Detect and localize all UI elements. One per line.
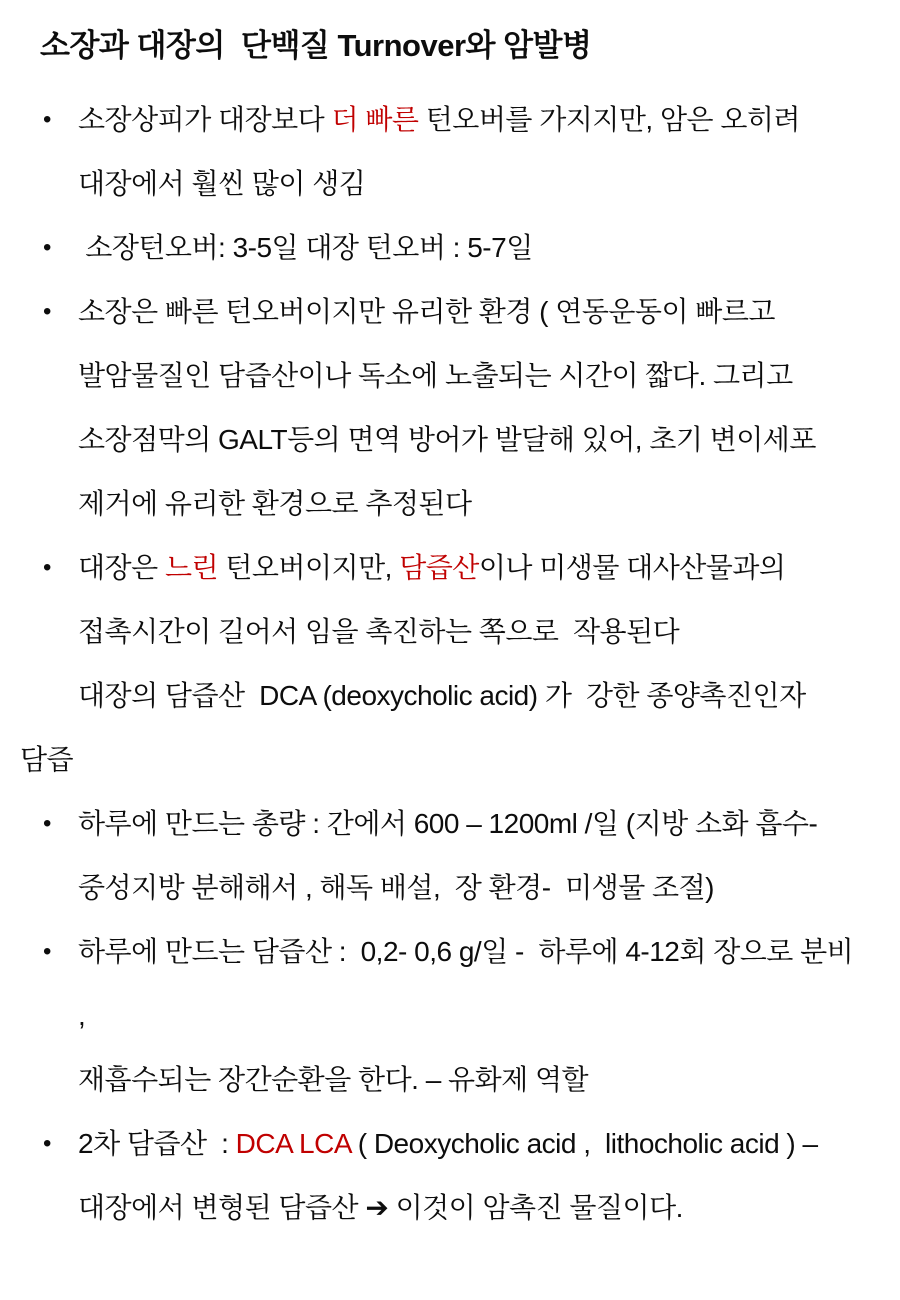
content-blocks bbox=[20, 88, 862, 1240]
text-line bbox=[78, 664, 862, 728]
plain-paragraph bbox=[20, 728, 862, 792]
text-line bbox=[78, 920, 862, 1048]
text-segment: ( Deoxycholic acid , lithocholic acid ) – bbox=[350, 1128, 818, 1159]
text-segment: 재흡수되는 장간순환을 한다. – 유화제 역할 bbox=[78, 1064, 589, 1095]
paragraph-text bbox=[78, 792, 862, 920]
text-line bbox=[78, 1112, 862, 1176]
paragraph-text bbox=[78, 536, 862, 728]
highlighted-text: DCA LCA bbox=[235, 1128, 351, 1159]
text-line bbox=[78, 344, 862, 408]
paragraph-text bbox=[78, 280, 862, 536]
text-segment: 턴오버를 가지지만, 암은 오히려 bbox=[418, 104, 800, 135]
bullet-item bbox=[40, 792, 862, 920]
text-segment: 발암물질인 담즙산이나 독소에 노출되는 시간이 짧다. 그리고 bbox=[78, 360, 793, 391]
text-segment: 대장에서 훨씬 많이 생김 bbox=[78, 168, 366, 199]
highlighted-text: 담즙산 bbox=[399, 552, 479, 583]
paragraph-text bbox=[20, 728, 862, 792]
bullet-item bbox=[40, 1112, 862, 1240]
paragraph-text bbox=[78, 216, 862, 280]
text-line bbox=[78, 792, 862, 856]
bullet-item bbox=[40, 536, 862, 728]
text-line bbox=[78, 88, 862, 152]
highlighted-text: 느린 bbox=[164, 552, 219, 583]
text-segment: 소장턴오버: 3-5일 대장 턴오버 : 5-7일 bbox=[78, 232, 533, 263]
text-segment: 하루에 만드는 담즙산 : 0,2- 0,6 g/일 - 하루에 4-12회 장으로 분비 , bbox=[78, 936, 861, 1031]
text-line bbox=[78, 856, 862, 920]
text-segment: 접촉시간이 길어서 임을 촉진하는 쪽으로 작용된다 bbox=[78, 616, 680, 647]
text-segment: 이것이 암촉진 물질이다. bbox=[388, 1192, 683, 1223]
bullet-item bbox=[40, 920, 862, 1112]
paragraph-text bbox=[78, 1112, 862, 1240]
bullet-item bbox=[40, 216, 862, 280]
text-segment: 대장에서 변형된 담즙산 bbox=[78, 1192, 366, 1223]
text-line bbox=[78, 408, 862, 472]
text-line bbox=[78, 1048, 862, 1112]
bullet-icon: • bbox=[43, 938, 52, 965]
bullet-icon: • bbox=[43, 298, 52, 325]
paragraph-text bbox=[78, 88, 862, 216]
text-segment: 2차 담즙산 : bbox=[78, 1128, 236, 1159]
text-line bbox=[78, 280, 862, 344]
bullet-item bbox=[40, 280, 862, 536]
text-line bbox=[78, 152, 862, 216]
highlighted-text: 더 빠른 bbox=[331, 104, 419, 135]
text-segment: 중성지방 분해해서 , 해독 배설, 장 환경- 미생물 조절) bbox=[78, 872, 714, 903]
bullet-icon: • bbox=[43, 1130, 52, 1157]
bullet-icon: • bbox=[43, 554, 52, 581]
text-segment: 하루에 만드는 총량 : 간에서 600 – 1200ml /일 (지방 소화 흡수- bbox=[78, 808, 818, 839]
text-segment: 대장의 담즙산 DCA (deoxycholic acid) 가 강한 종양촉진인자 bbox=[78, 680, 806, 711]
text-line bbox=[78, 600, 862, 664]
paragraph-text bbox=[78, 920, 862, 1112]
text-line bbox=[78, 472, 862, 536]
text-segment: 이나 미생물 대사산물과의 bbox=[478, 552, 786, 583]
text-segment: 소장상피가 대장보다 bbox=[78, 104, 332, 135]
text-line bbox=[78, 536, 862, 600]
bullet-icon: • bbox=[43, 234, 52, 261]
bullet-icon: • bbox=[43, 810, 52, 837]
text-segment: 소장점막의 GALT등의 면역 방어가 발달해 있어, 초기 변이세포 bbox=[78, 424, 816, 455]
text-segment: 턴오버이지만, bbox=[218, 552, 400, 583]
arrow-right-icon: ➔ bbox=[365, 1192, 389, 1223]
text-segment: 대장은 bbox=[78, 552, 165, 583]
text-line bbox=[78, 216, 862, 280]
text-segment: 담즙 bbox=[20, 744, 74, 775]
text-segment: 제거에 유리한 환경으로 추정된다 bbox=[78, 488, 472, 519]
text-line bbox=[78, 1176, 862, 1240]
bullet-item bbox=[40, 88, 862, 216]
text-segment: 소장은 빠른 턴오버이지만 유리한 환경 ( 연동운동이 빠르고 bbox=[78, 296, 775, 327]
page-title: 소장과 대장의 단백질 Turnover와 암발병 bbox=[40, 28, 592, 63]
text-line bbox=[20, 728, 862, 792]
bullet-icon: • bbox=[43, 106, 52, 133]
